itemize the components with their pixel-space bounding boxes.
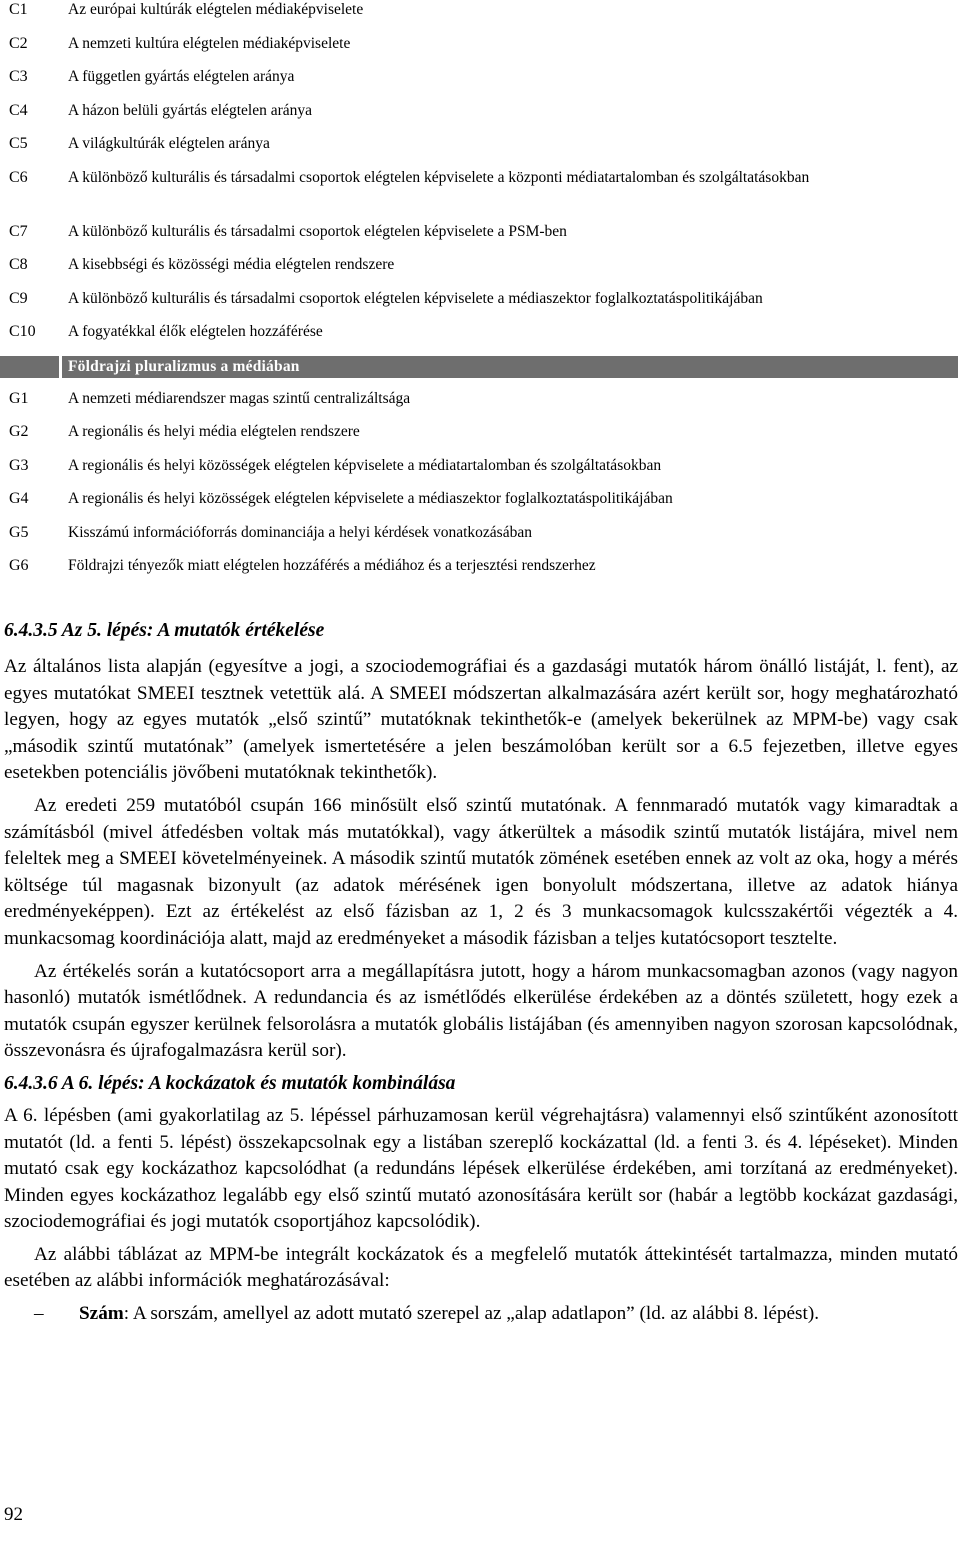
- paragraph: Az alábbi táblázat az MPM-be integrált kockázatok és a megfelelő mutatók áttekintését tartalmazza, minden mutató esetében az alábbi információk meghatározásával:: [4, 1243, 958, 1292]
- risk-code: C4: [9, 101, 28, 119]
- risk-description: A házon belüli gyártás elégtelen aránya: [68, 101, 313, 119]
- risk-code: G4: [9, 490, 29, 507]
- risk-description: A különböző kulturális és társadalmi csoportok elégtelen képviselete a központi médiatartalomban és szolgáltatásokban: [68, 168, 810, 186]
- table-row: [0, 422, 958, 456]
- group-header-row: [0, 356, 958, 378]
- list-item-text: [79, 1301, 958, 1328]
- bullet-dash: –: [34, 1303, 44, 1325]
- risk-description: A különböző kulturális és társadalmi csoportok elégtelen képviselete a PSM-ben: [68, 222, 567, 240]
- table-row: [0, 168, 958, 222]
- risk-description: A különböző kulturális és társadalmi csoportok elégtelen képviselete a médiaszektor foglalkoztatáspolitikájában: [68, 289, 763, 307]
- group-header-blank-cell: [0, 356, 62, 378]
- risk-description: Kisszámú információforrás dominanciája a helyi kérdések vonatkozásában: [68, 523, 532, 541]
- page-number: 92: [4, 1504, 23, 1525]
- list-item: [4, 1301, 958, 1328]
- section-heading-step5: 6.4.3.5 Az 5. lépés: A mutatók értékelése: [4, 620, 325, 641]
- risk-description: A regionális és helyi közösségek elégtelen képviselete a médiaszektor foglalkoztatáspolitikájában: [68, 490, 673, 507]
- list-item-description: : A sorszám, amellyel az adott mutató szerepel az „alap adatlapon” (ld. az alábbi 8. lépést).: [123, 1303, 820, 1325]
- risk-code: C2: [9, 34, 28, 52]
- risk-description: Az európai kultúrák elégtelen médiaképviselete: [68, 1, 364, 18]
- table-row: [0, 523, 958, 557]
- paragraph: Az értékelés során a kutatócsoport arra a megállapításra jutott, hogy a három munkacsomagban azonos (vagy nagyon hasonló) mutatók ismétlődnek. A redundancia és az ismétlődés elkerülése érdekében az a döntés született, hogy ezek a mutatók csupán egyszer kerülnek felsorolásra a mutatók globális listájában (és amennyiben nagyon szorosan kapcsolódnak, összevonásra és újrafogalmazásra kerül sor).: [4, 960, 958, 1062]
- risk-code: G2: [9, 423, 29, 440]
- risk-code: C7: [9, 222, 28, 240]
- table-row: [0, 222, 958, 256]
- risk-code: G3: [9, 456, 29, 474]
- risk-description: A regionális és helyi média elégtelen rendszere: [68, 423, 360, 440]
- risk-description: A regionális és helyi közösségek elégtelen képviselete a médiatartalomban és szolgáltatásokban: [68, 456, 662, 474]
- rows-geographic: [0, 389, 958, 590]
- table-row: [0, 456, 958, 490]
- risk-code: C8: [9, 256, 28, 273]
- risk-code: C6: [9, 168, 28, 186]
- table-row: [0, 322, 958, 356]
- paragraph: Az általános lista alapján (egyesítve a jogi, a szociodemográfiai és a gazdasági mutatók három önálló listáját, l. fent), az egyes mutatókat SMEEI tesztnek vetettük alá. A SMEEI módszertan alkalmazására azért került sor, hogy meghatározható legyen, hogy az egyes mutatók „első szintű” mutatóknak tekinthetők-e (amelyek bekerülnek az MPM-be) vagy csak „második szintű mutatónak” (amelyek ismertetésére a jelen beszámolóban került sor a 6.5 fejezetben, illetve egyes esetekben potenciális jövőbeni mutatóknak tekinthetők).: [4, 656, 958, 784]
- table-row: [0, 134, 958, 168]
- risk-table: [0, 0, 958, 590]
- table-row: [0, 289, 958, 323]
- paragraph: A 6. lépésben (ami gyakorlatilag az 5. lépéssel párhuzamosan kerül végrehajtásra) valamennyi első szintűként azonosított mutatót (ld. a fenti 5. lépést) összekapcsolnak egy a listában szereplő kockázattal (ld. a fenti 3. és 4. lépéseket). Minden mutató csak egy kockázathoz kapcsolódhat (a redundáns lépések elkerülése érdekében, ami torzítaná az eredményeket). Minden egyes kockázathoz legalább egy első szintű mutató azonosítására került sor (habár a legtöbb kockázat gazdasági, szociodemográfiai és jogi mutatók csoportjához kapcsolódik).: [4, 1104, 958, 1233]
- risk-description: Földrajzi tényezők miatt elégtelen hozzáférés a médiához és a terjesztési rendszerhez: [68, 557, 596, 574]
- risk-description: A független gyártás elégtelen aránya: [68, 68, 295, 85]
- table-row: [0, 0, 958, 34]
- body-text: [4, 618, 958, 1328]
- risk-description: A világkultúrák elégtelen aránya: [68, 135, 270, 152]
- paragraph: Az eredeti 259 mutatóból csupán 166 minősült első szintű mutatónak. A fennmaradó mutatók vagy kimaradtak a számításból (mivel átfedésben voltak más mutatókkal), vagy átkerültek a második szintű mutatók listájára, mivel nem feleltek meg a SMEEI követelményeinek. A második szintű mutatók zömének esetében ennek az volt az oka, hogy a mérés költsége túl magasnak bizonyult (az adatok mérésének igen bonyolult módszertana, illetve az adatok hiánya eredményeképpen). Ezt az értékelést az első fázisban az 1, 2 és 3 munkacsomagok kulcsszakértői végezték a 4. munkacsomag koordinációja alatt, majd az eredményeket a második fázisban a teljes kutatócsoport tesztelte.: [4, 794, 958, 949]
- risk-description: A fogyatékkal élők elégtelen hozzáférése: [68, 323, 323, 340]
- risk-description: A nemzeti kultúra elégtelen médiaképviselete: [68, 34, 351, 52]
- risk-code: G6: [9, 557, 29, 574]
- risk-description: A nemzeti médiarendszer magas szintű centralizáltsága: [68, 389, 411, 407]
- risk-code: C9: [9, 289, 28, 307]
- risk-description: A kisebbségi és közösségi média elégtelen rendszere: [68, 256, 395, 273]
- group-header-title: Földrajzi pluralizmus a médiában: [62, 356, 958, 378]
- table-row: [0, 67, 958, 101]
- table-row: [0, 255, 958, 289]
- list-item-term: Szám: [79, 1303, 124, 1325]
- table-row: [0, 556, 958, 590]
- table-row: [0, 101, 958, 135]
- risk-code: C10: [9, 323, 36, 340]
- risk-code: C3: [9, 68, 28, 85]
- risk-code: C1: [9, 1, 28, 18]
- table-row: [0, 389, 958, 423]
- table-row: [0, 489, 958, 523]
- section-heading-step6: 6.4.3.6 A 6. lépés: A kockázatok és mutatók kombinálása: [4, 1072, 456, 1094]
- risk-code: G1: [9, 389, 29, 407]
- table-row: [0, 34, 958, 68]
- rows-cultural: [0, 0, 958, 356]
- risk-code: G5: [9, 523, 29, 541]
- risk-code: C5: [9, 135, 28, 152]
